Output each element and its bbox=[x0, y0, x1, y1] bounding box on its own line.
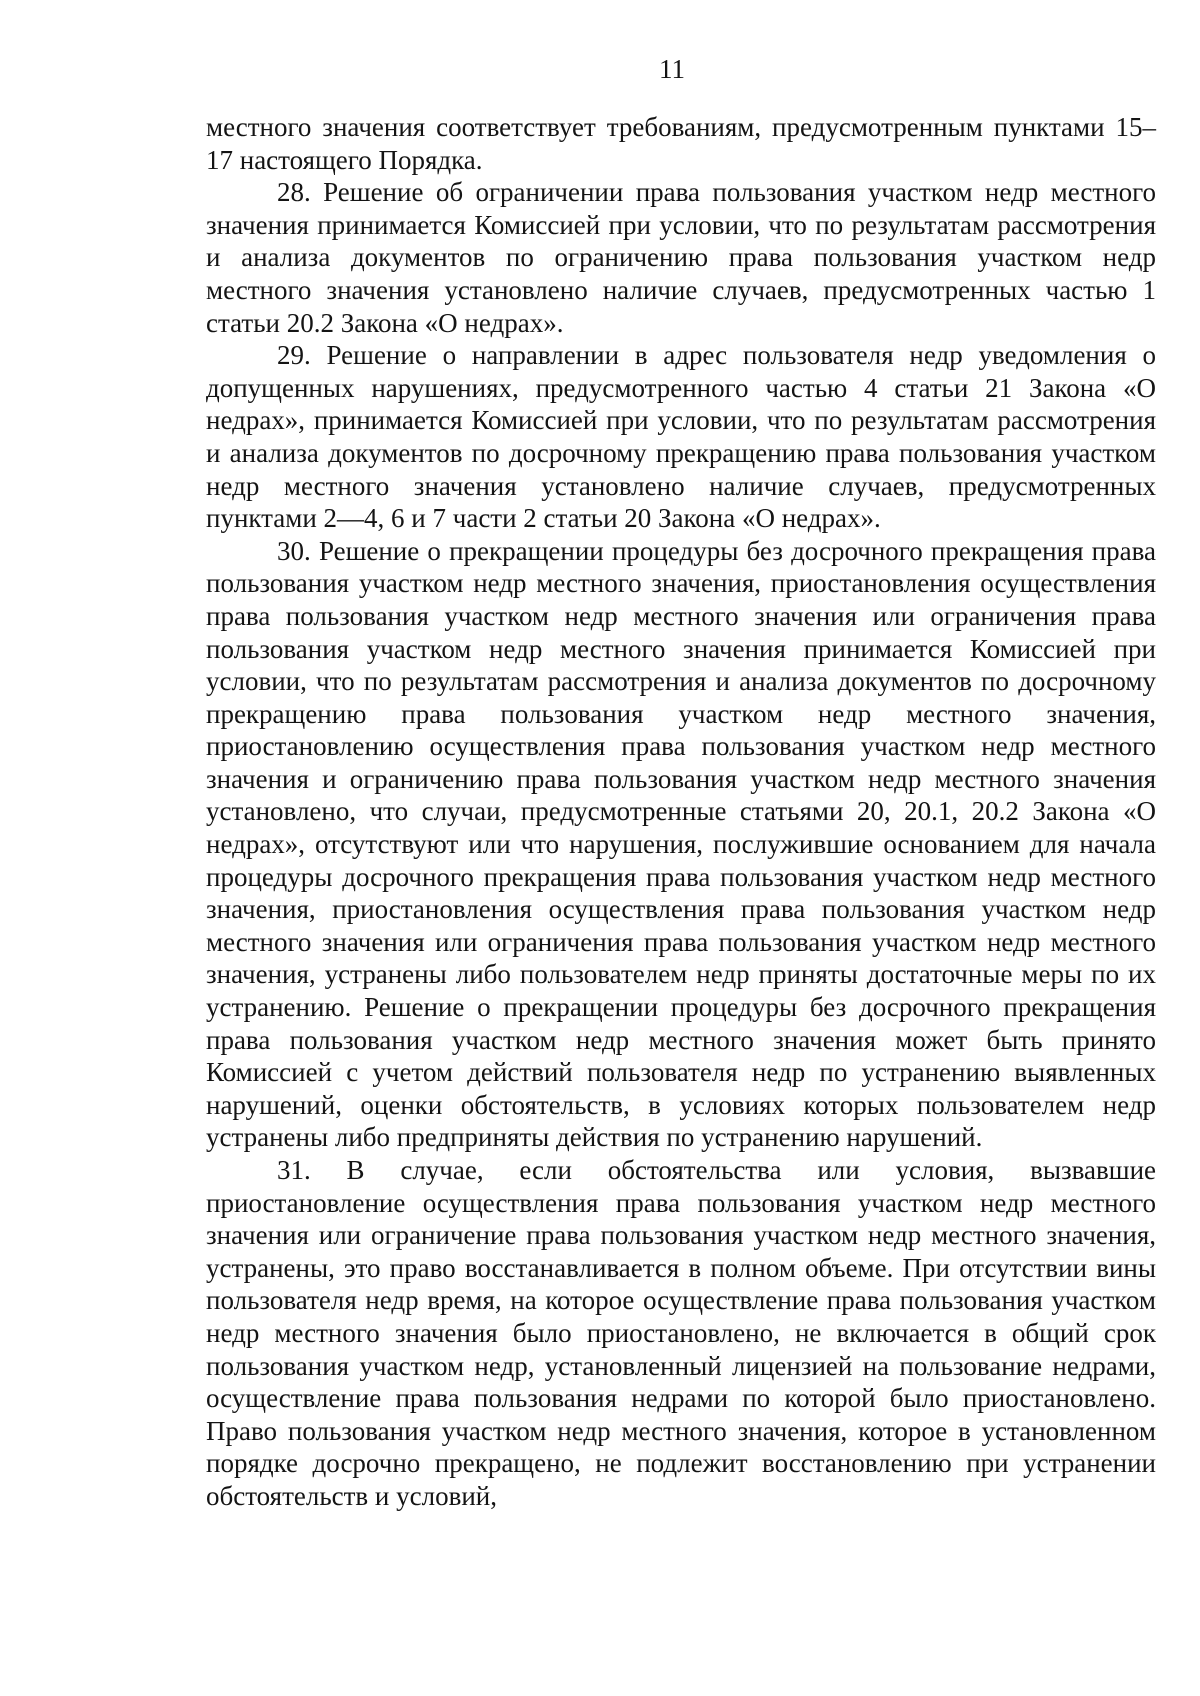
paragraph-text: В случае, если обстоятельства или условия, вызвавшие приостановление осуществления права пользования участком недр местного значения или ограничение права пользования участком недр местного значения, устранены, это право восстанавливается в полном объеме. При отсутствии вины пользователя недр время, на которое осуществление права пользования участком недр местного значения было приостановлено, не включается в общий срок пользования участком недр, установленный лицензией на пользование недрами, осуществление права пользования недрами по которой было приостановлено. Право пользования участком недр местного значения, которое в установленном порядке досрочно прекращено, не подлежит восстановлению при устранении обстоятельств и условий, bbox=[206, 1155, 1156, 1511]
paragraph-29 bbox=[206, 339, 1156, 535]
document-body bbox=[206, 111, 1156, 1513]
paragraph-text: Решение об ограничении права пользования участком недр местного значения принимается Комиссией при условии, что по результатам рассмотрения и анализа документов по ограничению права пользования участком недр местного значения установлено наличие случаев, предусмотренных частью 1 статьи 20.2 Закона «О недрах». bbox=[206, 177, 1156, 338]
paragraph-text: Решение о прекращении процедуры без досрочного прекращения права пользования участком недр местного значения, приостановления осуществления права пользования участком недр местного значения или ограничения права пользования участком недр местного значения принимается Комиссией при условии, что по результатам рассмотрения и анализа документов по досрочному прекращению права пользования участком недр местного значения, приостановлению осуществления права пользования участком недр местного значения и ограничению права пользования участком недр местного значения установлено, что случаи, предусмотренные статьями 20, 20.1, 20.2 Закона «О недрах», отсутствуют или что нарушения, послужившие основанием для начала процедуры досрочного прекращения права пользования участком недр местного значения, приостановления осуществления права пользования участком недр местного значения или ограничения права пользования участком недр местного значения, устранены либо пользователем недр приняты достаточные меры по их устранению. Решение о прекращении процедуры без досрочного прекращения права пользования участком недр местного значения может быть принято Комиссией с учетом действий пользователя недр по устранению выявленных нарушений, оценки обстоятельств, в условиях которых пользователем недр устранены либо предприняты действия по устранению нарушений. bbox=[206, 535, 1156, 1153]
page-number: 11 bbox=[659, 54, 685, 84]
paragraph-30 bbox=[206, 535, 1156, 1154]
paragraph-number: 31. bbox=[277, 1155, 311, 1185]
paragraph-28 bbox=[206, 176, 1156, 339]
paragraph-31 bbox=[206, 1154, 1156, 1513]
paragraph-number: 30. bbox=[277, 535, 311, 566]
paragraph-text: Решение о направлении в адрес пользователя недр уведомления о допущенных нарушениях, предусмотренного частью 4 статьи 21 Закона «О недрах», принимается Комиссией при условии, что по результатам рассмотрения и анализа документов по досрочному прекращению права пользования участком недр местного значения установлено наличие случаев, предусмотренных пунктами 2—4, 6 и 7 части 2 статьи 20 Закона «О недрах». bbox=[206, 340, 1157, 534]
paragraph-continuation bbox=[206, 111, 1156, 176]
paragraph-number: 29. bbox=[277, 340, 311, 371]
paragraph-number: 28. bbox=[277, 177, 311, 208]
paragraph-text: местного значения соответствует требованиям, предусмотренным пунктами 15–17 настоящего Порядка. bbox=[206, 112, 1156, 175]
